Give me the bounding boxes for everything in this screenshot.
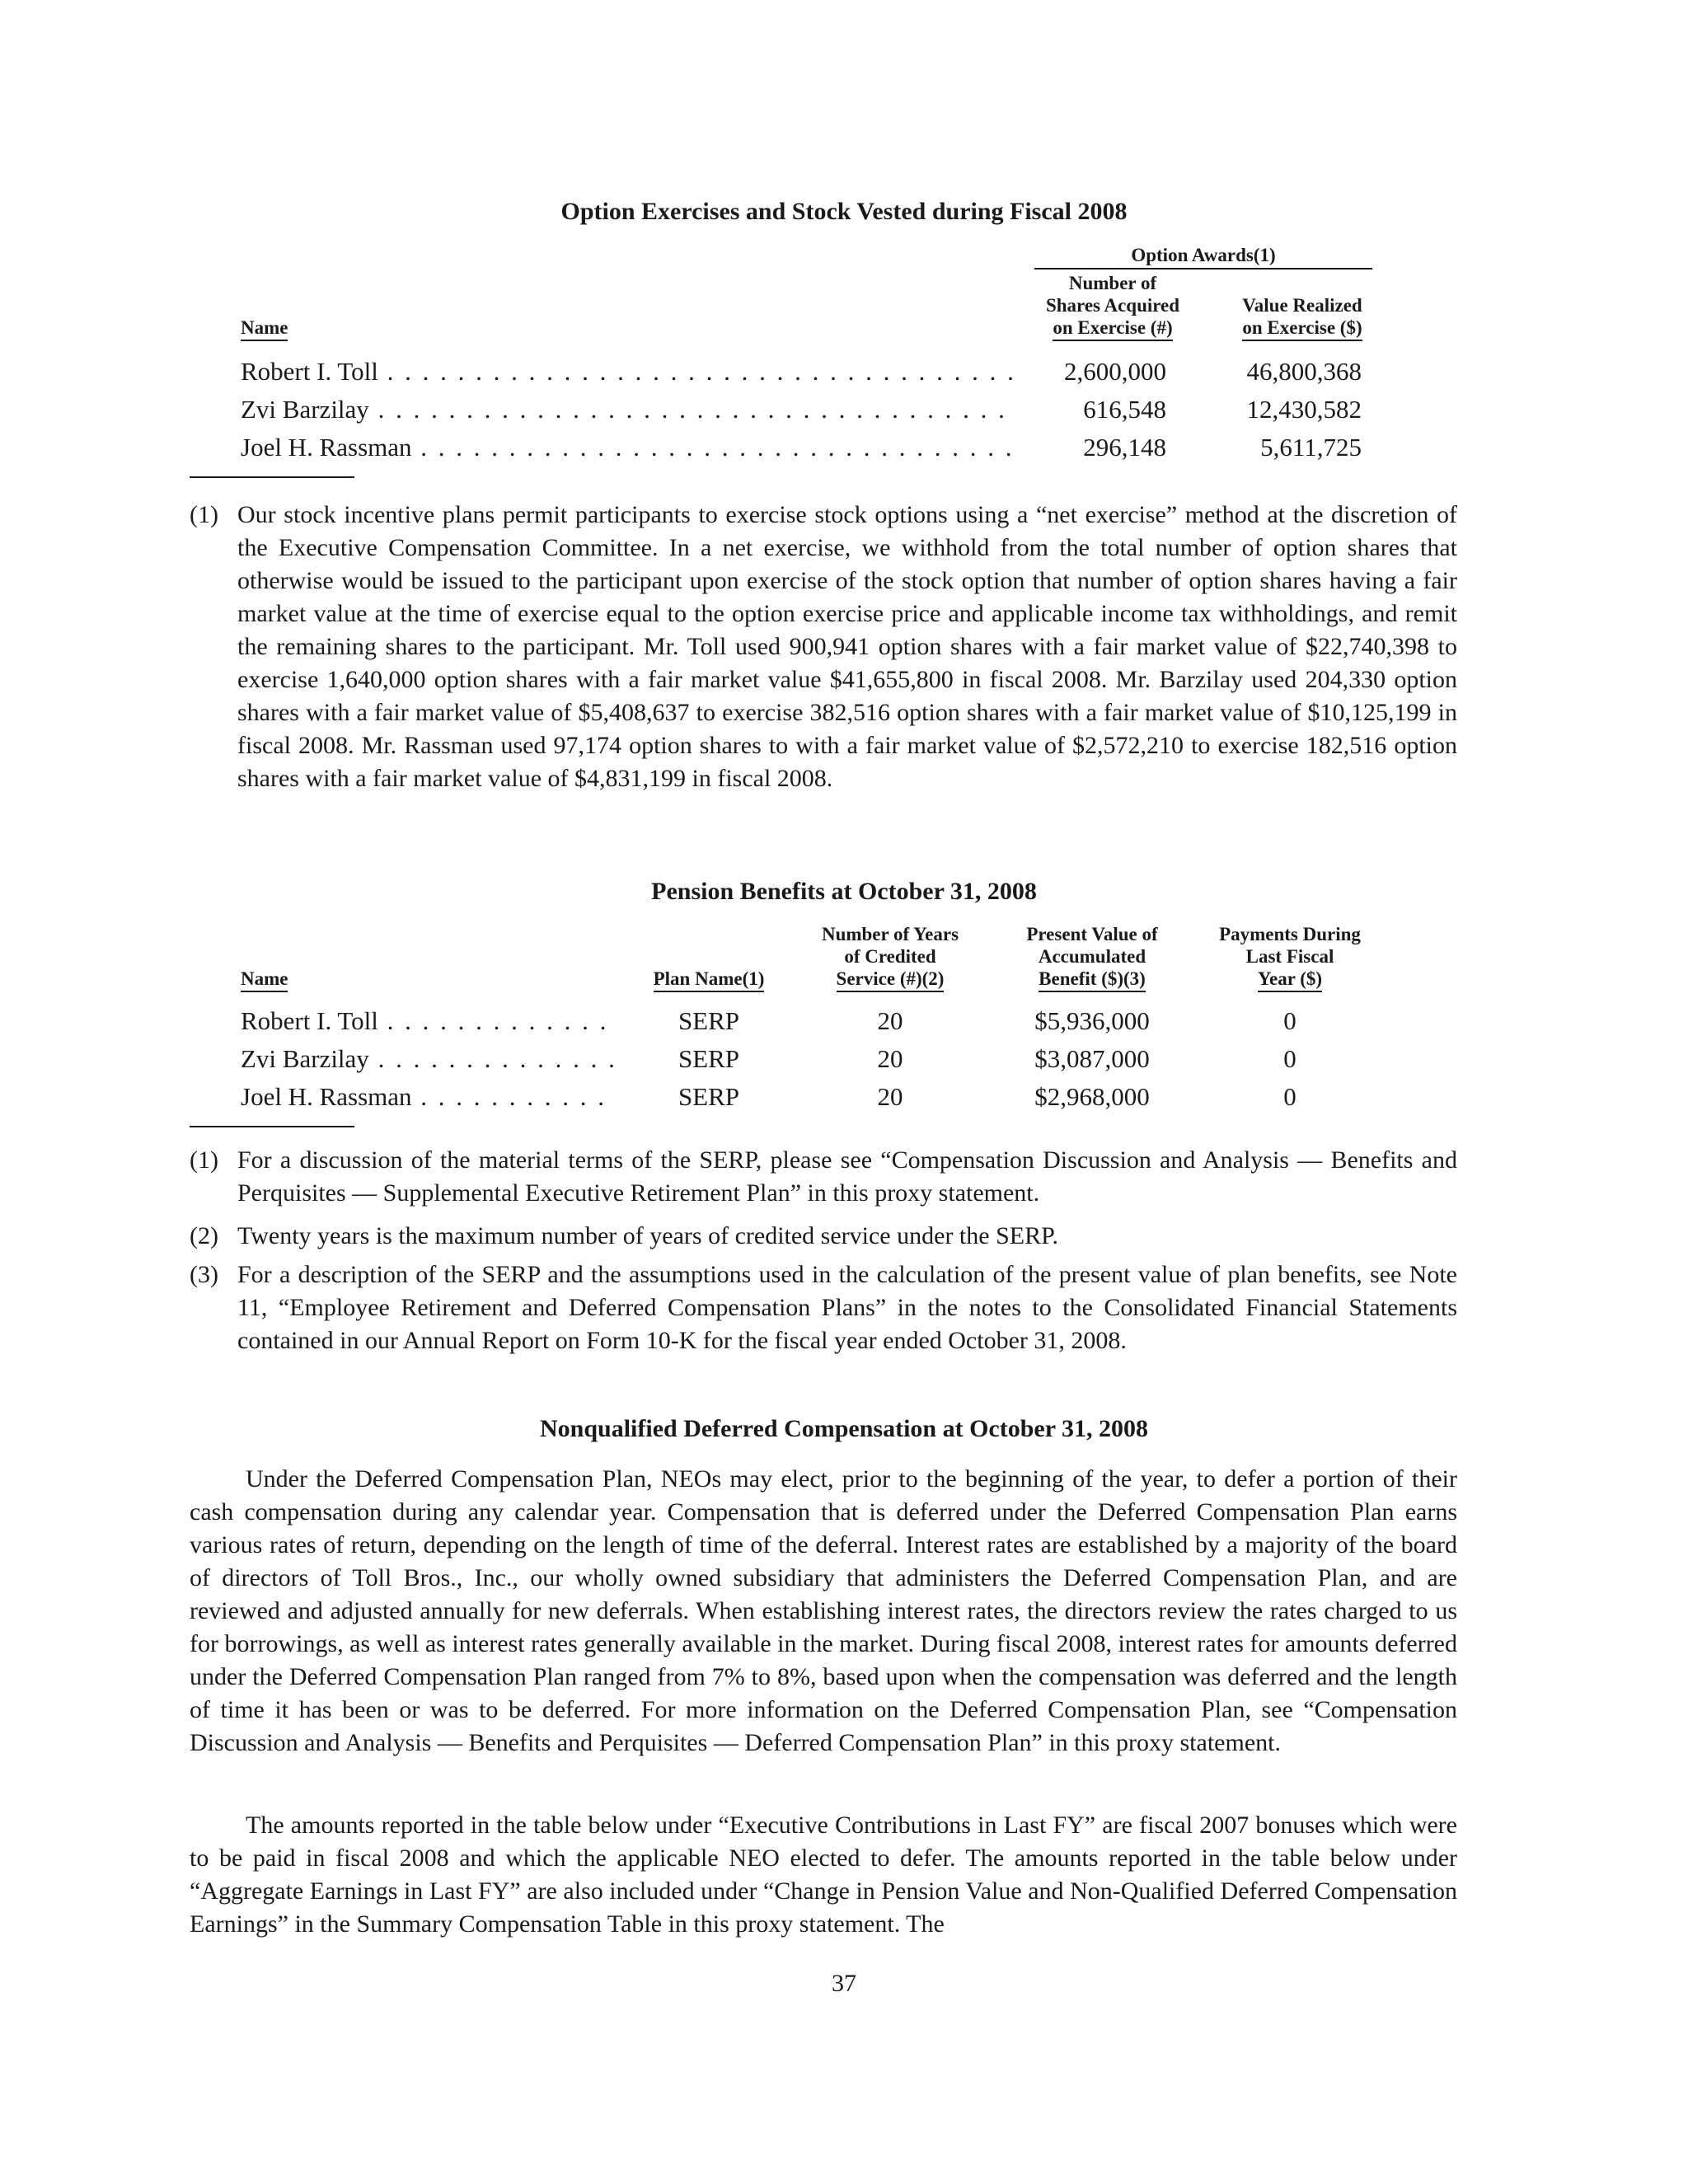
- table-row: [241, 1080, 616, 1113]
- pension-row-name: Zvi Barzilay: [241, 1044, 369, 1073]
- option-row-name: Joel H. Rassman: [241, 433, 412, 462]
- footnote-divider: [190, 1126, 354, 1127]
- pension-table-title: Pension Benefits at October 31, 2008: [651, 878, 1037, 905]
- table-row: [241, 1043, 616, 1076]
- pension-footnote: For a description of the SERP and the assumptions used in the calculation of the present value of plan benefits, see Note 11, “Employee Retirement and Deferred Compensation Plans” in the notes to the Consolidated Financial Statements contained in our Annual Report on Form 10-K for the fiscal year ended October 31, 2008.: [237, 1261, 1457, 1354]
- option-row-name: Robert I. Toll: [241, 357, 378, 386]
- option-col-shares: Number of Shares Acquired on Exercise (#): [1030, 272, 1195, 339]
- pension-row-years: 20: [877, 1044, 903, 1073]
- pension-col-plan: Plan Name(1): [635, 968, 783, 990]
- pension-row-payments: 0: [1283, 1006, 1296, 1035]
- option-row-value: 46,800,368: [1246, 357, 1362, 386]
- pension-row-name: Joel H. Rassman: [241, 1082, 412, 1111]
- table-row: [241, 393, 1014, 426]
- pension-row-payments: 0: [1283, 1044, 1296, 1073]
- option-row-shares: 296,148: [1083, 433, 1166, 462]
- pension-row-pv: $3,087,000: [1034, 1044, 1150, 1073]
- pension-row-pv: $2,968,000: [1034, 1082, 1150, 1111]
- pension-footnote-number: (1): [190, 1146, 218, 1174]
- group-header-rule: [1034, 268, 1372, 269]
- pension-row-plan: SERP: [678, 1044, 740, 1073]
- pension-col-name: Name: [241, 968, 288, 990]
- nqdc-paragraph: The amounts reported in the table below under “Executive Contributions in Last FY” are fiscal 2007 bonuses which were to be paid in fiscal 2008 and which the applicable NEO elected to defer. The amounts reported in the table below under “Aggregate Earnings in Last FY” are also included under “Change in Pension Value and Non-Qualified Deferred Compensation Earnings” in the Summary Compensation Table in this proxy statement. The: [190, 1811, 1457, 1938]
- pension-row-name: Robert I. Toll: [241, 1006, 378, 1035]
- pension-footnote: Twenty years is the maximum number of years of credited service under the SERP.: [237, 1222, 1058, 1249]
- pension-row-pv: $5,936,000: [1034, 1006, 1150, 1035]
- nqdc-title: Nonqualified Deferred Compensation at October 31, 2008: [539, 1415, 1149, 1442]
- pension-col-payments: Payments During Last Fiscal Year ($): [1203, 923, 1376, 990]
- option-row-value: 5,611,725: [1260, 433, 1362, 462]
- pension-row-plan: SERP: [678, 1006, 740, 1035]
- option-row-shares: 2,600,000: [1064, 357, 1166, 386]
- table-row: [241, 431, 1014, 464]
- pension-row-payments: 0: [1283, 1082, 1296, 1111]
- pension-footnote-number: (2): [190, 1222, 218, 1249]
- pension-col-pv: Present Value of Accumulated Benefit ($)(3): [1010, 923, 1175, 990]
- pension-row-plan: SERP: [678, 1082, 740, 1111]
- pension-footnote: For a discussion of the material terms of the SERP, please see “Compensation Discussion and Analysis — Benefits and Perquisites — Supplemental Executive Retirement Plan” in this proxy statement.: [237, 1146, 1457, 1207]
- footnote-divider: [190, 476, 354, 478]
- option-col-name: Name: [241, 316, 288, 339]
- table-row: [241, 1005, 616, 1038]
- table-row: [241, 355, 1014, 388]
- pension-row-years: 20: [877, 1082, 903, 1111]
- pension-row-years: 20: [877, 1006, 903, 1035]
- option-col-value: Value Realized on Exercise ($): [1228, 294, 1376, 339]
- option-row-name: Zvi Barzilay: [241, 395, 369, 424]
- option-row-value: 12,430,582: [1246, 395, 1362, 424]
- nqdc-paragraph: Under the Deferred Compensation Plan, NEOs may elect, prior to the beginning of the year, to defer a portion of their cash compensation during any calendar year. Compensation that is deferred under the Deferred Compensation Plan earns various rates of return, depending on the length of time of the deferral. Interest rates are established by a majority of the board of directors of Toll Bros., Inc., our wholly owned subsidiary that administers the Deferred Compensation Plan, and are reviewed and adjusted annually for new deferrals. When establishing interest rates, the directors review the rates charged to us for borrowings, as well as interest rates generally available in the market. During fiscal 2008, interest rates for amounts deferred under the Deferred Compensation Plan ranged from 7% to 8%, based upon when the compensation was deferred and the length of time it has been or was to be deferred. For more information on the Deferred Compensation Plan, see “Compensation Discussion and Analysis — Benefits and Perquisites — Deferred Compensation Plan” in this proxy statement.: [190, 1465, 1457, 1756]
- option-awards-group-header: Option Awards(1): [1131, 245, 1276, 265]
- option-footnote-number: (1): [190, 501, 218, 528]
- option-row-shares: 616,548: [1083, 395, 1166, 424]
- pension-col-years: Number of Years of Credited Service (#)(2): [804, 923, 977, 990]
- pension-footnote-number: (3): [190, 1261, 218, 1288]
- option-footnote: Our stock incentive plans permit participants to exercise stock options using a “net exercise” method at the discretion of the Executive Compensation Committee. In a net exercise, we withhold from the total number of option shares that otherwise would be issued to the participant upon exercise of the stock option that number of option shares having a fair market value at the time of exercise equal to the option exercise price and applicable income tax withholdings, and remit the remaining shares to the participant. Mr. Toll used 900,941 option shares with a fair market value of $22,740,398 to exercise 1,640,000 option shares with a fair market value $41,655,800 in fiscal 2008. Mr. Barzilay used 204,330 option shares with a fair market value of $5,408,637 to exercise 382,516 option shares with a fair market value of $10,125,199 in fiscal 2008. Mr. Rassman used 97,174 option shares to with a fair market value of $2,572,210 to exercise 182,516 option shares with a fair market value of $4,831,199 in fiscal 2008.: [237, 501, 1457, 792]
- page-number: 37: [832, 1970, 856, 1997]
- option-table-title: Option Exercises and Stock Vested during Fiscal 2008: [560, 198, 1128, 225]
